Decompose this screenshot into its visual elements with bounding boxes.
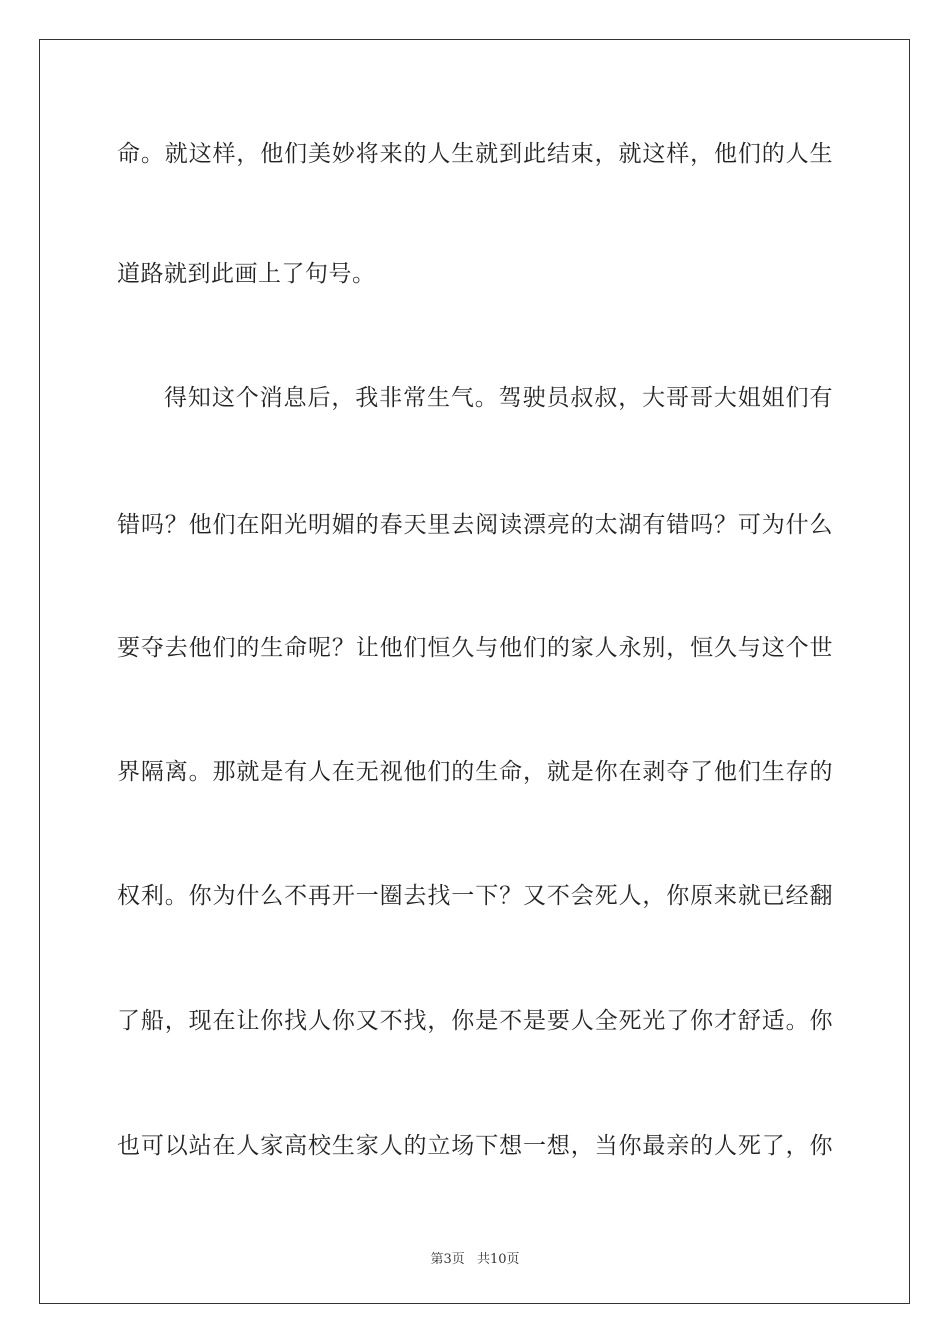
text-line-2: 道路就到此画上了句号。 xyxy=(117,261,376,287)
text-line-6: 界隔离。那就是有人在无视他们的生命，就是你在剥夺了他们生存的 xyxy=(117,759,833,785)
text-line-8: 了船，现在让你找人你又不找，你是不是要人全死光了你才舒适。你 xyxy=(117,1008,833,1034)
text-line-3: 得知这个消息后，我非常生气。驾驶员叔叔，大哥哥大姐姐们有 xyxy=(164,385,833,411)
page-total: 共10页 xyxy=(476,1252,520,1267)
text-line-7: 权利。你为什么不再开一圈去找一下？又不会死人，你原来就已经翻 xyxy=(117,883,833,909)
page-footer xyxy=(0,1248,950,1267)
text-line-4: 错吗？他们在阳光明媚的春天里去阅读漂亮的太湖有错吗？可为什么 xyxy=(117,512,833,538)
page-number: 第3页 xyxy=(430,1252,465,1267)
text-line-1: 命。就这样，他们美妙将来的人生就到此结束，就这样，他们的人生 xyxy=(117,141,833,167)
text-line-5: 要夺去他们的生命呢？让他们恒久与他们的家人永别，恒久与这个世 xyxy=(117,635,833,661)
text-line-9: 也可以站在人家高校生家人的立场下想一想，当你最亲的人死了，你 xyxy=(117,1133,833,1159)
page-frame xyxy=(39,39,910,1304)
